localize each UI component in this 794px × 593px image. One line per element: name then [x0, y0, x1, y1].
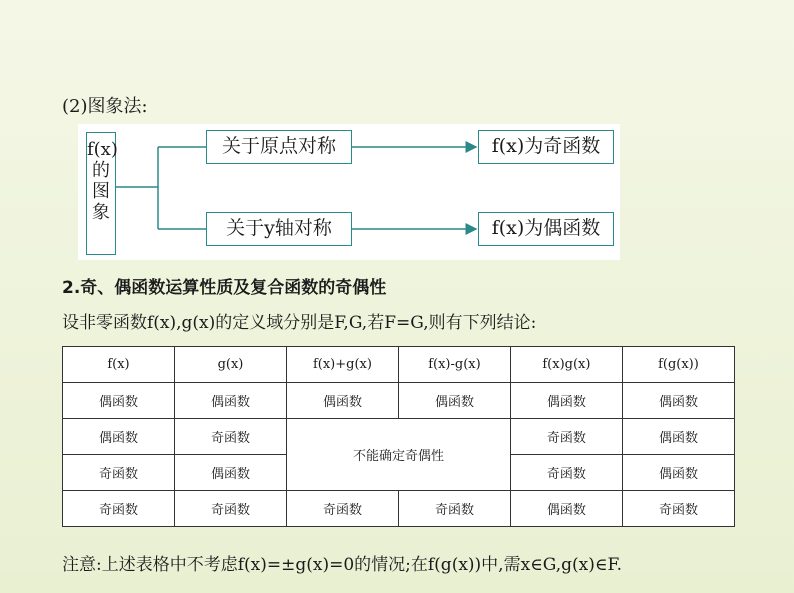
symmetry-diagram — [78, 124, 620, 260]
table-cell: 奇函数 — [63, 455, 175, 491]
header-cell: f(x)g(x) — [510, 347, 622, 383]
table-row — [63, 419, 735, 455]
origin-symmetry-box: 关于原点对称 — [206, 130, 352, 164]
parity-table — [62, 346, 735, 527]
source-char: f(x) — [87, 139, 118, 160]
table-cell: 奇函数 — [398, 491, 510, 527]
table-cell: 奇函数 — [510, 455, 622, 491]
table-cell: 偶函数 — [174, 383, 286, 419]
header-cell: f(x)+g(x) — [286, 347, 398, 383]
source-char: 的 — [92, 160, 110, 181]
table-cell: 偶函数 — [510, 491, 622, 527]
table-row — [63, 383, 735, 419]
table-cell: 奇函数 — [286, 491, 398, 527]
table-cell: 偶函数 — [174, 455, 286, 491]
table-cell: 奇函数 — [622, 491, 734, 527]
y-axis-symmetry-box: 关于y轴对称 — [206, 212, 352, 246]
table-cell: 偶函数 — [63, 419, 175, 455]
table-cell: 奇函数 — [63, 491, 175, 527]
table-cell: 奇函数 — [174, 419, 286, 455]
source-char: 图 — [92, 181, 110, 202]
header-cell: f(g(x)) — [622, 347, 734, 383]
method-heading: (2)图象法: — [62, 96, 148, 117]
definition-text: 设非零函数f(x),g(x)的定义域分别是F,G,若F=G,则有下列结论: — [62, 313, 537, 333]
source-char: 象 — [92, 202, 110, 223]
header-cell: f(x) — [63, 347, 175, 383]
odd-function-box: f(x)为奇函数 — [478, 130, 614, 164]
table-cell: 偶函数 — [286, 383, 398, 419]
table-cell: 偶函数 — [510, 383, 622, 419]
note-text: 注意:上述表格中不考虑f(x)=±g(x)=0的情况;在f(g(x))中,需x∈G,g(x)∈F. — [62, 555, 622, 575]
table-row — [63, 491, 735, 527]
table-cell: 偶函数 — [622, 419, 734, 455]
table-cell: 偶函数 — [398, 383, 510, 419]
even-function-box: f(x)为偶函数 — [478, 212, 614, 246]
header-cell: g(x) — [174, 347, 286, 383]
merged-cell: 不能确定奇偶性 — [286, 419, 510, 491]
table-cell: 偶函数 — [622, 383, 734, 419]
table-cell: 偶函数 — [63, 383, 175, 419]
table-header-row — [63, 347, 735, 383]
table-cell: 奇函数 — [174, 491, 286, 527]
graph-source-box — [86, 132, 116, 255]
table-cell: 偶函数 — [622, 455, 734, 491]
table-cell: 奇函数 — [510, 419, 622, 455]
section-title: 2.奇、偶函数运算性质及复合函数的奇偶性 — [62, 278, 387, 298]
header-cell: f(x)-g(x) — [398, 347, 510, 383]
